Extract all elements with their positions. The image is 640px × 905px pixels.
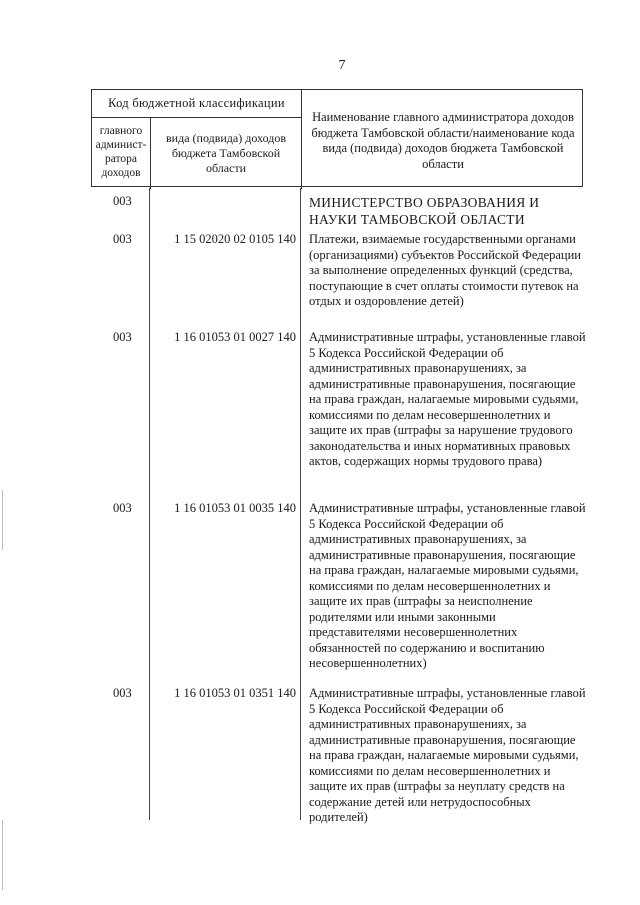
row-name: Административные штрафы, установленные главой 5 Кодекса Российской Федерации об административных правонарушениях, за административные правонарушения, посягающие на права граждан, налагаемые мировыми судьями, комиссиями по делам несовершеннолетних и защите их прав (штрафы за нарушение трудового законодательства и иных нормативных правовых актов, содержащих нормы трудового права) (309, 330, 586, 468)
table-header (91, 89, 583, 187)
row-admin-code: 003 (113, 686, 132, 700)
row-name: Платежи, взимаемые государственными органами (организациями) субъектов Российской Федерации за выполнение определенных функций (средства, поступающие в счет оплаты стоимости путевок на отдых и оздоровление детей) (309, 232, 581, 308)
page-number: 7 (338, 58, 346, 73)
scan-artifact (2, 490, 3, 550)
header-name: Наименование главного администратора доходов бюджета Тамбовской области/наименование кода вида (подвида) доходов бюджета Тамбовской области (311, 110, 575, 171)
header-divider-sub (150, 117, 151, 189)
row-admin-code: 003 (113, 501, 132, 515)
header-main-admin: главного админист-ратора доходов (95, 125, 147, 179)
row-name: Административные штрафы, установленные главой 5 Кодекса Российской Федерации об административных правонарушениях, за административные правонарушения, посягающие на права граждан, налагаемые мировыми судьями, комиссиями по делам несовершеннолетних и защите их прав (штрафы за неуплату средств на содержание детей или нетрудоспособных родителей) (309, 686, 586, 824)
row-admin-code: 003 (113, 232, 132, 246)
scan-artifact (2, 820, 3, 890)
header-kbk: Код бюджетной классификации (108, 96, 285, 110)
row-income-code: 1 15 02020 02 0105 140 (174, 232, 296, 246)
header-income-kind: вида (подвида) доходов бюджета Тамбовской области (166, 131, 286, 175)
row-income-code: 1 16 01053 01 0035 140 (174, 501, 296, 515)
row-income-code: 1 16 01053 01 0351 140 (174, 686, 296, 700)
header-divider-horizontal (92, 117, 301, 118)
row-admin-code: 003 (113, 330, 132, 344)
header-divider-main (301, 89, 302, 189)
row-name: МИНИСТЕРСТВО ОБРАЗОВАНИЯ И НАУКИ ТАМБОВСКОЙ ОБЛАСТИ (309, 195, 540, 227)
row-name: Административные штрафы, установленные главой 5 Кодекса Российской Федерации об административных правонарушениях, за административные правонарушения, посягающие на права граждан, налагаемые мировыми судьями, комиссиями по делам несовершеннолетних и защите их прав (штрафы за неисполнение родителями или иными законными представителями несовершеннолетних обязанностей по содержанию и воспитанию несовершеннолетних) (309, 501, 586, 670)
row-admin-code: 003 (113, 194, 132, 208)
row-income-code: 1 16 01053 01 0027 140 (174, 330, 296, 344)
